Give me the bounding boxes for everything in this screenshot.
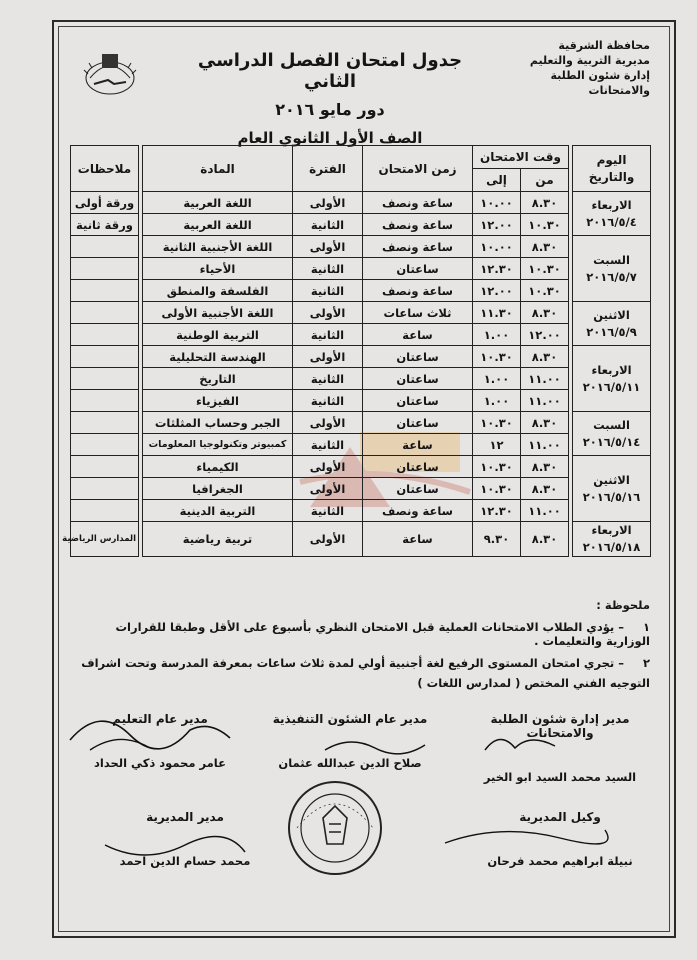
separator	[569, 146, 573, 192]
subject-cell: التربية الوطنية	[143, 324, 293, 346]
signature-title: مدير عام التعليم	[112, 712, 208, 726]
table-row	[71, 434, 651, 456]
separator	[139, 390, 143, 412]
day-name: الاربعاء	[591, 197, 632, 212]
note-number: ٢	[642, 656, 650, 670]
handwritten-signature	[60, 700, 250, 770]
separator	[139, 522, 143, 557]
to-cell: ١٢.٣٠	[473, 258, 521, 280]
notes-cell	[71, 434, 139, 456]
notes-cell	[71, 478, 139, 500]
duration-cell: ساعة	[363, 522, 473, 557]
day-date: ٢٠١٦/٥/١١	[582, 379, 641, 394]
day-date: ٢٠١٦/٥/٩	[586, 324, 637, 339]
signature-name: السيد محمد السيد ابو الخير	[483, 770, 637, 784]
subject-cell: التربية الدينية	[143, 500, 293, 522]
table-row	[71, 302, 651, 324]
day-name: الاربعاء	[591, 362, 632, 377]
period-cell: الثانية	[293, 434, 363, 456]
period-cell: الأولى	[293, 478, 363, 500]
department-line: إدارة شئون الطلبة والامتحانات	[550, 69, 650, 97]
to-cell: ١٢.٠٠	[473, 280, 521, 302]
from-cell: ١٢.٠٠	[521, 324, 569, 346]
duration-cell: ساعة	[363, 324, 473, 346]
duration-cell: ساعة ونصف	[363, 192, 473, 214]
signature-name: عامر محمود ذكي الحداد	[94, 756, 226, 770]
day-cell	[573, 456, 651, 522]
handwritten-signature	[440, 818, 610, 858]
separator	[569, 236, 573, 302]
day-date: ٢٠١٦/٥/٧	[586, 269, 637, 284]
subject-cell: الأحياء	[143, 258, 293, 280]
separator	[569, 302, 573, 346]
day-cell	[573, 236, 651, 302]
notes-cell	[71, 390, 139, 412]
period-cell: الثانية	[293, 214, 363, 236]
duration-cell: ساعتان	[363, 456, 473, 478]
notes-title: ملحوظة :	[596, 598, 650, 612]
duration-cell: ساعة ونصف	[363, 280, 473, 302]
header-time: وقت الامتحان	[473, 146, 569, 169]
note-number: ١	[642, 620, 650, 634]
day-name: الاربعاء	[591, 523, 632, 537]
period-cell: الثانية	[293, 390, 363, 412]
ministry-logo	[80, 44, 140, 104]
table-row	[71, 390, 651, 412]
separator	[569, 412, 573, 456]
notes-cell: ورقة ثانية	[71, 214, 139, 236]
signature-title: مدير المديرية	[146, 810, 224, 824]
day-cell	[573, 302, 651, 346]
to-cell: ١٢.٠٠	[473, 214, 521, 236]
subject-cell: الجبر وحساب المثلثات	[143, 412, 293, 434]
separator	[569, 456, 573, 522]
handwritten-signature	[480, 728, 560, 758]
duration-cell: ثلاث ساعات	[363, 302, 473, 324]
table-row	[71, 522, 651, 557]
to-cell: ١٠.٠٠	[473, 192, 521, 214]
period-cell: الثانية	[293, 280, 363, 302]
to-cell: ١٠.٣٠	[473, 456, 521, 478]
period-cell: الأولى	[293, 456, 363, 478]
notes-cell	[71, 368, 139, 390]
header-notes: ملاحظات	[71, 146, 139, 192]
duration-cell: ساعة	[363, 434, 473, 456]
day-cell	[573, 412, 651, 456]
day-date: ٢٠١٦/٥/٤	[586, 214, 637, 229]
table-row	[71, 412, 651, 434]
from-cell: ٨.٣٠	[521, 236, 569, 258]
period-cell: الثانية	[293, 258, 363, 280]
subject-cell: الفلسفة والمنطق	[143, 280, 293, 302]
day-cell	[573, 346, 651, 412]
session-label: دور مايو ٢٠١٦	[275, 100, 385, 119]
header-day: اليوم والتاريخ	[573, 146, 651, 192]
signature-name: صلاح الدين عبدالله عثمان	[278, 756, 422, 770]
subject-cell: اللغة العربية	[143, 214, 293, 236]
table-row	[71, 500, 651, 522]
from-cell: ٨.٣٠	[521, 302, 569, 324]
day-name: السبت	[593, 252, 630, 267]
header-row	[71, 146, 651, 169]
official-stamp	[285, 778, 385, 878]
from-cell: ٨.٣٠	[521, 478, 569, 500]
separator	[139, 412, 143, 434]
title-block	[170, 50, 490, 147]
to-cell: ١٠.٣٠	[473, 478, 521, 500]
to-cell: ١.٠٠	[473, 324, 521, 346]
day-name: الاثنين	[593, 307, 630, 322]
note-text: – تجري امتحان المستوى الرفيع لغة أجنبية أولي لمدة ثلاث ساعات بمعرفة المدرسة وتحت اشراف	[81, 656, 624, 670]
period-cell: الأولى	[293, 236, 363, 258]
note-text: – يؤدي الطلاب الامتحانات العملية قبل الامتحان النظري بأسبوع على الأقل وطبقا للقرارات الوزارية والتعليمات .	[115, 620, 650, 648]
subject-cell: الفيزياء	[143, 390, 293, 412]
header-duration: زمن الامتحان	[363, 146, 473, 192]
duration-cell: ساعتان	[363, 258, 473, 280]
period-cell: الثانية	[293, 500, 363, 522]
duration-cell: ساعة ونصف	[363, 214, 473, 236]
table-row	[71, 236, 651, 258]
separator	[139, 500, 143, 522]
separator	[139, 280, 143, 302]
notes-cell	[71, 412, 139, 434]
subject-cell: كمبيوتر وتكنولوجيا المعلومات	[143, 434, 293, 456]
to-cell: ١٠.٣٠	[473, 346, 521, 368]
page-title: جدول امتحان الفصل الدراسي الثاني	[197, 50, 463, 92]
note-item	[70, 620, 650, 648]
notes-cell	[71, 258, 139, 280]
day-name: السبت	[593, 417, 630, 432]
day-date: ٢٠١٦/٥/١٦	[582, 489, 641, 504]
from-cell: ٨.٣٠	[521, 456, 569, 478]
separator	[139, 434, 143, 456]
notes-section	[70, 598, 650, 690]
notes-cell	[71, 500, 139, 522]
notes-cell	[71, 280, 139, 302]
subject-cell: التاريخ	[143, 368, 293, 390]
separator	[139, 346, 143, 368]
table-row	[71, 280, 651, 302]
subject-cell: اللغة العربية	[143, 192, 293, 214]
subject-cell: تربية رياضية	[143, 522, 293, 557]
table-row	[71, 368, 651, 390]
subject-cell: الهندسة التحليلية	[143, 346, 293, 368]
signature-name: نبيلة ابراهيم محمد فرحان	[487, 854, 633, 868]
separator	[139, 214, 143, 236]
duration-cell: ساعة ونصف	[363, 500, 473, 522]
to-cell: ١.٠٠	[473, 368, 521, 390]
to-cell: ١٠.٠٠	[473, 236, 521, 258]
notes-cell	[71, 302, 139, 324]
from-cell: ١٠.٣٠	[521, 258, 569, 280]
issuer-block	[490, 38, 650, 98]
subject-cell: الجغرافيا	[143, 478, 293, 500]
table-row	[71, 456, 651, 478]
period-cell: الأولى	[293, 522, 363, 557]
separator	[139, 192, 143, 214]
from-cell: ١٠.٣٠	[521, 214, 569, 236]
separator	[139, 478, 143, 500]
separator	[139, 146, 143, 192]
signature-title: مدير إدارة شئون الطلبة والامتحانات	[490, 712, 630, 740]
to-cell: ١٠.٣٠	[473, 412, 521, 434]
period-cell: الثانية	[293, 368, 363, 390]
signature-title: وكيل المديرية	[519, 810, 601, 824]
separator	[139, 324, 143, 346]
from-cell: ١١.٠٠	[521, 390, 569, 412]
table-row	[71, 346, 651, 368]
notes-cell	[71, 456, 139, 478]
notes-cell: ورقة أولى	[71, 192, 139, 214]
table-row	[71, 478, 651, 500]
separator	[139, 456, 143, 478]
from-cell: ١٠.٣٠	[521, 280, 569, 302]
notes-cell	[71, 236, 139, 258]
notes-cell	[71, 346, 139, 368]
to-cell: ١٢.٣٠	[473, 500, 521, 522]
subject-cell: الكيمياء	[143, 456, 293, 478]
subject-cell: اللغة الأجنبية الأولى	[143, 302, 293, 324]
from-cell: ١١.٠٠	[521, 434, 569, 456]
signature-name: محمد حسام الدين احمد	[119, 854, 251, 868]
day-date: ٢٠١٦/٥/١٤	[582, 434, 641, 449]
duration-cell: ساعتان	[363, 346, 473, 368]
table-row	[71, 258, 651, 280]
duration-cell: ساعتان	[363, 368, 473, 390]
day-name: الاثنين	[593, 472, 630, 487]
day-cell	[573, 192, 651, 236]
separator	[569, 346, 573, 412]
notes-cell	[71, 324, 139, 346]
duration-cell: ساعتان	[363, 478, 473, 500]
signature-title: مدير عام الشئون التنفيذية	[272, 712, 428, 726]
separator	[139, 258, 143, 280]
from-cell: ٨.٣٠	[521, 346, 569, 368]
separator	[569, 522, 573, 557]
period-cell: الأولى	[293, 346, 363, 368]
separator	[139, 302, 143, 324]
header-period: الفترة	[293, 146, 363, 192]
period-cell: الأولى	[293, 192, 363, 214]
from-cell: ٨.٣٠	[521, 412, 569, 434]
subject-cell: اللغة الأجنبية الثانية	[143, 236, 293, 258]
day-date: ٢٠١٦/٥/١٨	[582, 540, 641, 554]
from-cell: ١١.٠٠	[521, 500, 569, 522]
duration-cell: ساعة ونصف	[363, 236, 473, 258]
to-cell: ١١.٣٠	[473, 302, 521, 324]
directorate-line: مديرية التربية والتعليم	[529, 54, 650, 67]
to-cell: ٩.٣٠	[473, 522, 521, 557]
separator	[569, 192, 573, 236]
governorate-line: محافظة الشرقية	[558, 39, 650, 52]
duration-cell: ساعتان	[363, 412, 473, 434]
to-cell: ١٢	[473, 434, 521, 456]
note-item	[70, 656, 650, 670]
day-cell	[573, 522, 651, 557]
grade-label: الصف الأول الثانوي العام	[237, 129, 423, 147]
table-row	[71, 214, 651, 236]
to-cell: ١.٠٠	[473, 390, 521, 412]
table-row	[71, 192, 651, 214]
separator	[139, 368, 143, 390]
from-cell: ١١.٠٠	[521, 368, 569, 390]
note-continuation: التوجيه الفني المختص ( لمدارس اللغات )	[417, 676, 650, 690]
handwritten-signature	[320, 730, 430, 760]
from-cell: ٨.٣٠	[521, 522, 569, 557]
period-cell: الثانية	[293, 324, 363, 346]
duration-cell: ساعتان	[363, 390, 473, 412]
from-cell: ٨.٣٠	[521, 192, 569, 214]
table-row	[71, 324, 651, 346]
exam-schedule-table	[62, 145, 651, 557]
header-to: إلى	[473, 169, 521, 192]
period-cell: الأولى	[293, 302, 363, 324]
header-from: من	[521, 169, 569, 192]
notes-cell: المدارس الرياضية	[71, 522, 139, 557]
separator	[139, 236, 143, 258]
handwritten-signature	[95, 830, 255, 870]
period-cell: الأولى	[293, 412, 363, 434]
header-subject: المادة	[143, 146, 293, 192]
